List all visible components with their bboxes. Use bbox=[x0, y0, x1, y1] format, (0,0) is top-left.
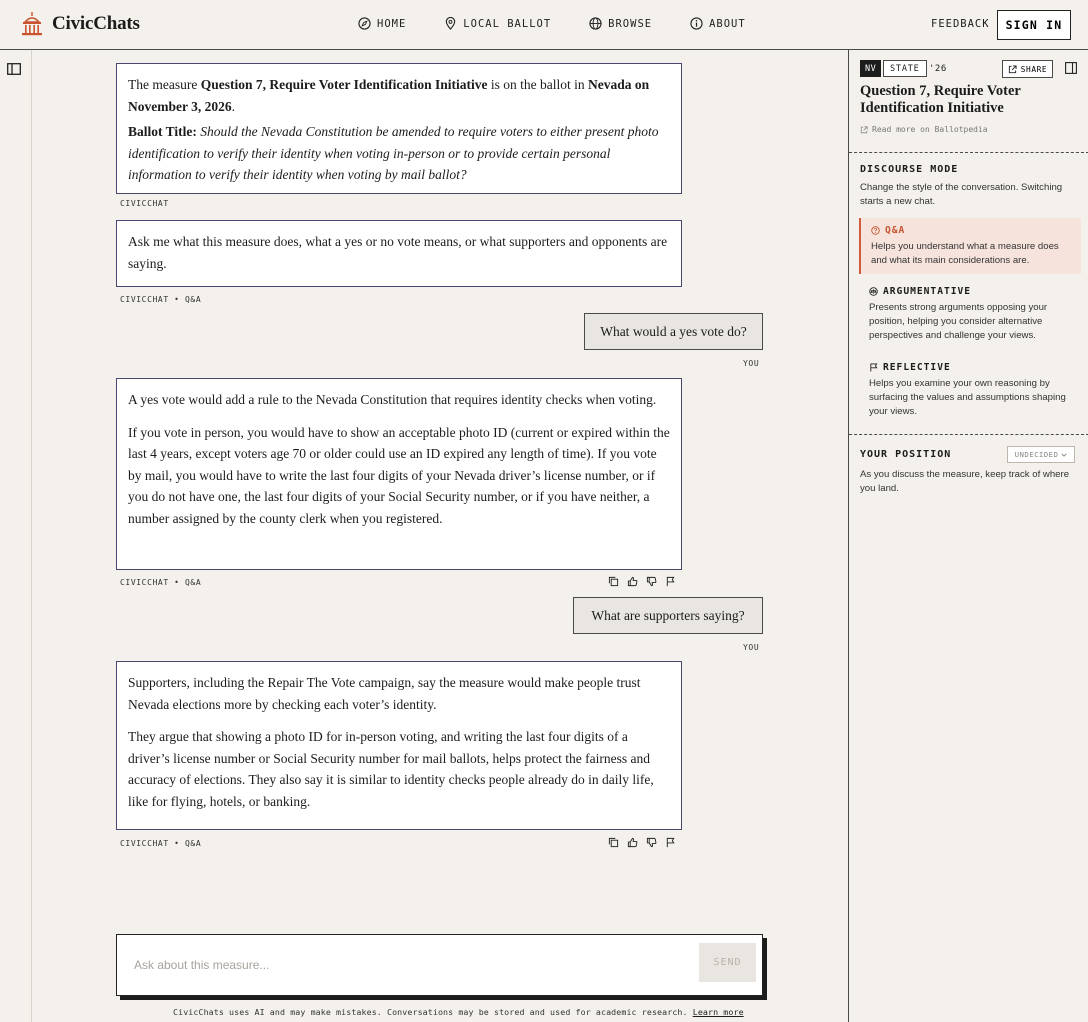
scope-badge: STATE bbox=[883, 60, 927, 77]
panel-toggle-icon[interactable] bbox=[1065, 62, 1077, 74]
nav-about-label: ABOUT bbox=[709, 17, 746, 30]
message-source-label: CIVICCHAT • Q&A bbox=[120, 295, 202, 304]
discourse-mode-title: DISCOURSE MODE bbox=[860, 164, 959, 175]
map-pin-icon bbox=[444, 17, 457, 30]
user-message: What would a yes vote do? bbox=[584, 313, 763, 350]
assistant-message bbox=[116, 378, 682, 570]
main-nav bbox=[358, 17, 784, 30]
mode-qa[interactable] bbox=[859, 218, 1081, 274]
user-message: What are supporters saying? bbox=[573, 597, 763, 634]
nav-browse[interactable] bbox=[589, 17, 652, 30]
message-source-label: CIVICCHAT bbox=[120, 199, 169, 208]
ask-message bbox=[116, 220, 682, 287]
flag-icon[interactable] bbox=[665, 576, 676, 587]
copy-icon[interactable] bbox=[608, 576, 619, 587]
mode-qa-label: Q&A bbox=[885, 225, 906, 236]
message-composer bbox=[116, 934, 763, 996]
read-more-link[interactable] bbox=[860, 125, 988, 134]
chevron-down-icon bbox=[1061, 452, 1067, 458]
you-label: YOU bbox=[743, 359, 760, 368]
message-source-label: CIVICCHAT • Q&A bbox=[120, 839, 202, 848]
thumbs-down-icon[interactable] bbox=[646, 837, 657, 848]
divider bbox=[849, 434, 1088, 435]
assistant-text: Supporters, including the Repair The Vote campaign, say the measure would make people trust Nevada elections more by checking each voter’s identity. bbox=[128, 675, 641, 712]
read-more-label: Read more on Ballotpedia bbox=[872, 125, 988, 134]
your-position-title: YOUR POSITION bbox=[860, 449, 952, 460]
message-actions bbox=[608, 576, 676, 587]
send-button[interactable]: SEND bbox=[699, 943, 756, 982]
state-code-badge: NV bbox=[860, 60, 881, 77]
intro-text: The measure Question 7, Require Voter Identification Initiative is on the ballot in Nevada on November 3, 2026. bbox=[128, 77, 650, 114]
mode-argumentative-desc: Presents strong arguments opposing your position, helping you consider alternative perspectives and challenge your views. bbox=[869, 302, 1048, 341]
globe-icon bbox=[589, 17, 602, 30]
thumbs-down-icon[interactable] bbox=[646, 576, 657, 587]
feedback-link[interactable]: FEEDBACK bbox=[931, 18, 990, 30]
disclaimer-text: CivicChats uses AI and may make mistakes. Conversations may be stored and used for academic research. bbox=[173, 1007, 688, 1017]
flag-icon bbox=[869, 363, 878, 372]
divider bbox=[849, 152, 1088, 153]
position-value: UNDECIDED bbox=[1014, 450, 1059, 459]
sign-in-button[interactable]: SIGN IN bbox=[997, 10, 1071, 40]
nav-home-label: HOME bbox=[377, 17, 407, 30]
measure-panel bbox=[848, 50, 1088, 1022]
thumbs-up-icon[interactable] bbox=[627, 576, 638, 587]
nav-home[interactable] bbox=[358, 17, 406, 30]
nav-local-ballot[interactable] bbox=[444, 17, 551, 30]
mode-reflective-label: REFLECTIVE bbox=[883, 362, 951, 373]
year-label: '26 bbox=[929, 64, 947, 74]
you-label: YOU bbox=[743, 643, 760, 652]
assistant-text: If you vote in person, you would have to show an acceptable photo ID (current or expired within the last 4 years, except voters age 70 or older could use an ID expired any length of time). If you vote by mail, you would have to write the last four digits of your Nevada driver’s license number, or if you do not have one, the last four digits of your Social Security number, or if you have neither, a number assigned by the county clerk when you registered. bbox=[128, 424, 670, 526]
share-button[interactable] bbox=[1002, 60, 1053, 78]
copy-icon[interactable] bbox=[608, 837, 619, 848]
brand-name: CivicChats bbox=[52, 13, 140, 34]
message-source-label: CIVICCHAT • Q&A bbox=[120, 578, 202, 587]
disclaimer bbox=[173, 1007, 744, 1017]
nav-local-ballot-label: LOCAL BALLOT bbox=[463, 17, 552, 30]
assistant-message bbox=[116, 661, 682, 830]
left-rail bbox=[0, 50, 32, 1022]
compass-icon bbox=[358, 17, 371, 30]
external-link-icon bbox=[1008, 65, 1017, 74]
mode-argumentative[interactable] bbox=[859, 279, 1081, 349]
message-actions bbox=[608, 837, 676, 848]
question-circle-icon bbox=[871, 226, 880, 235]
mode-argumentative-label: ARGUMENTATIVE bbox=[883, 286, 972, 297]
measure-title: Question 7, Require Voter Identification Initiative bbox=[860, 83, 1021, 116]
capitol-logo-icon bbox=[20, 11, 44, 37]
ballot-title: Ballot Title: Should the Nevada Constitution be amended to require voters to either present photo identification to verify their identity when voting in-person or to provide certain personal information to verify their identity when voting by mail ballot? bbox=[128, 124, 659, 182]
position-select[interactable] bbox=[1007, 446, 1075, 463]
scale-icon bbox=[869, 287, 878, 296]
share-label: SHARE bbox=[1020, 64, 1048, 74]
info-icon bbox=[690, 17, 703, 30]
mode-reflective-desc: Helps you examine your own reasoning by surfacing the values and assumptions shaping your views. bbox=[869, 378, 1066, 417]
nav-about[interactable] bbox=[690, 17, 746, 30]
flag-icon[interactable] bbox=[665, 837, 676, 848]
nav-browse-label: BROWSE bbox=[608, 17, 653, 30]
ask-message-text: Ask me what this measure does, what a yes or no vote means, or what supporters and opponents are saying. bbox=[128, 234, 668, 271]
mode-qa-desc: Helps you understand what a measure does and what its main considerations are. bbox=[871, 241, 1059, 266]
learn-more-link[interactable]: Learn more bbox=[692, 1007, 744, 1017]
external-link-icon bbox=[860, 126, 868, 134]
brand[interactable] bbox=[20, 11, 140, 37]
assistant-text: A yes vote would add a rule to the Nevada Constitution that requires identity checks when voting. bbox=[128, 392, 657, 407]
sidebar-toggle-icon[interactable] bbox=[7, 63, 21, 75]
your-position-desc: As you discuss the measure, keep track of where you land. bbox=[860, 469, 1070, 494]
intro-message bbox=[116, 63, 682, 194]
top-bar bbox=[0, 0, 1088, 50]
message-input[interactable] bbox=[134, 954, 694, 976]
thumbs-up-icon[interactable] bbox=[627, 837, 638, 848]
assistant-text: They argue that showing a photo ID for in-person voting, and writing the last four digits of a driver’s license number or Social Security number for mail ballots, helps protect the fairness and accuracy of elections. They also say it is similar to identity checks people already do in daily life, like for flying, hotels, or banking. bbox=[128, 729, 654, 809]
discourse-mode-desc: Change the style of the conversation. Switching starts a new chat. bbox=[860, 182, 1063, 207]
mode-reflective[interactable] bbox=[859, 355, 1081, 425]
